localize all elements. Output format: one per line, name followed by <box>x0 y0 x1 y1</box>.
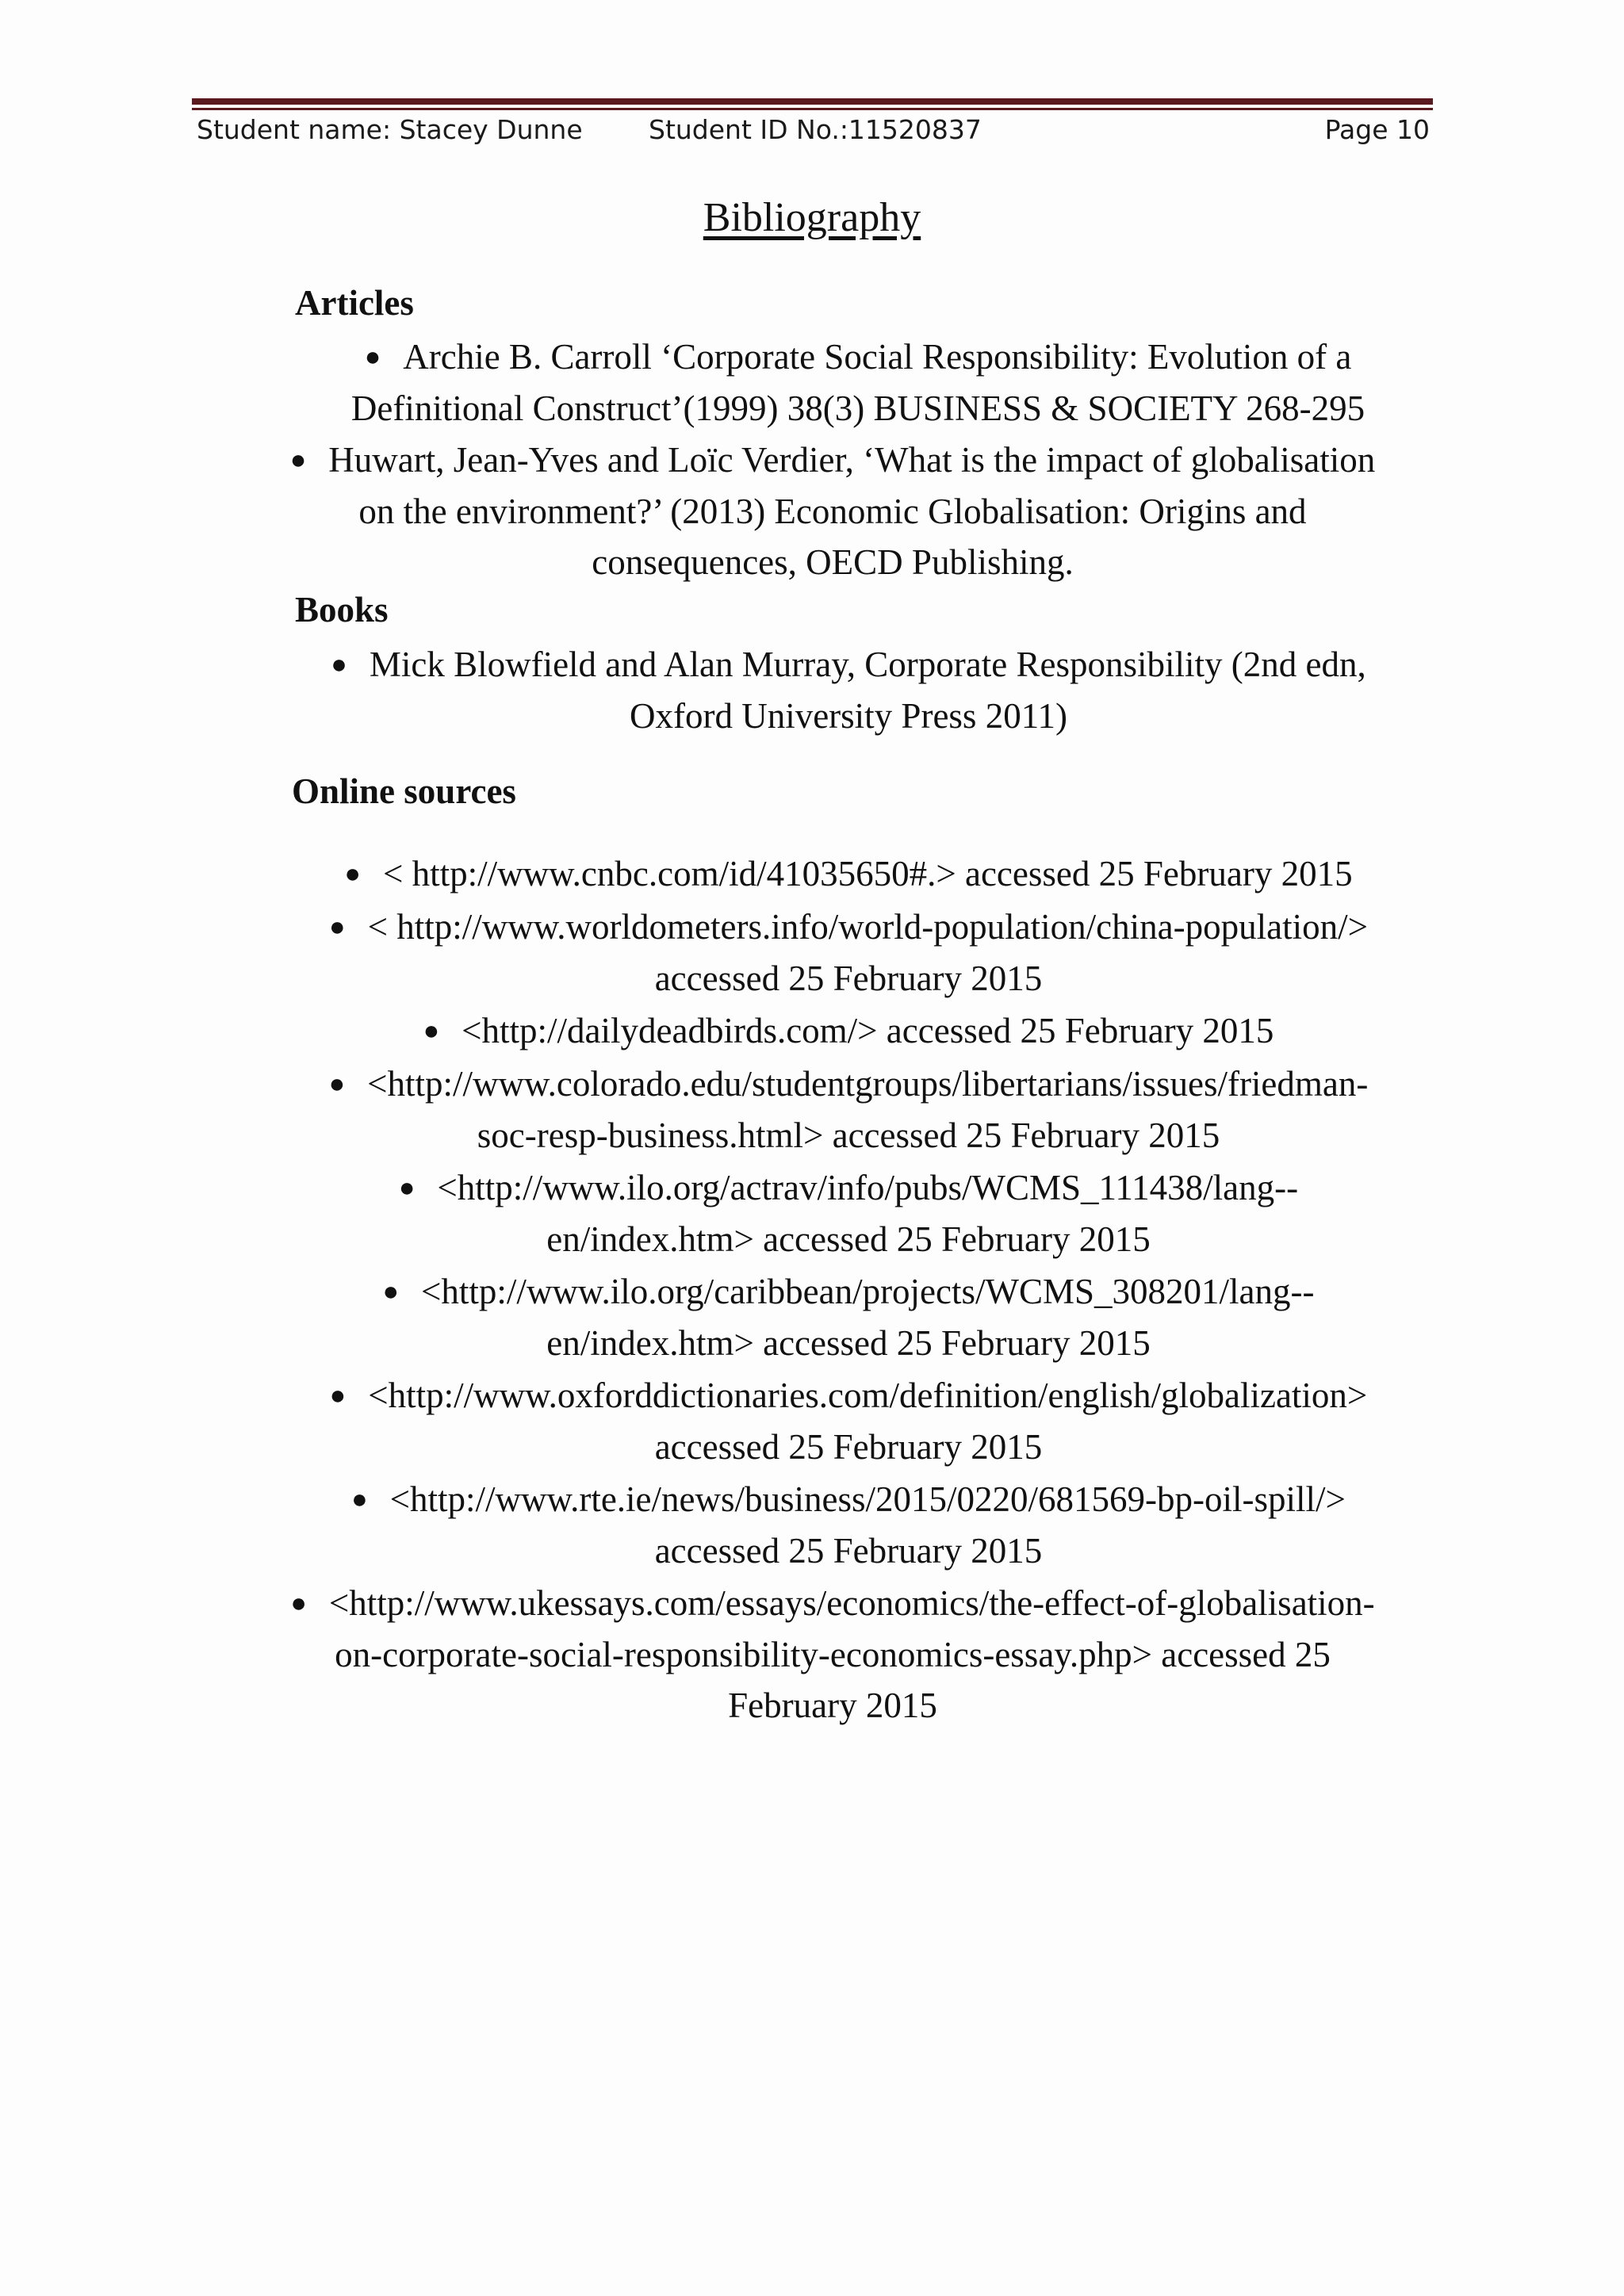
bibliography-entry: ● Archie B. Carroll ‘Corporate Social Responsibility: Evolution of a Definitional Construct’(1999) 38(3) BUSINESS & SOCIETY 268-295 <box>295 331 1421 434</box>
bibliography-entry: ● <http://www.rte.ie/news/business/2015/0220/681569-bp-oil-spill/> accessed 25 February 2015 <box>270 1474 1427 1576</box>
bullet-icon: ● <box>423 1016 440 1046</box>
bibliography-entry: ● Mick Blowfield and Alan Murray, Corporate Responsibility (2nd edn, Oxford University Press 2011) <box>270 639 1427 741</box>
bullet-icon: ● <box>351 1485 368 1514</box>
section-heading-online: Online sources <box>292 771 516 811</box>
bibliography-entry: ● <http://www.ilo.org/caribbean/projects/WCMS_308201/lang-- en/index.htm> accessed 25 February 2015 <box>270 1266 1427 1368</box>
header-rule-thin <box>192 108 1433 110</box>
bullet-icon: ● <box>344 859 361 889</box>
bullet-icon: ● <box>290 1589 307 1618</box>
bullet-icon: ● <box>329 1381 347 1410</box>
bullet-icon: ● <box>328 1070 346 1099</box>
bibliography-entry: ● < http://www.cnbc.com/id/41035650#.> accessed 25 February 2015 <box>270 848 1427 900</box>
bibliography-entry: ● <http://www.ukessays.com/essays/economics/the-effect-of-globalisation- on-corporate-social-responsibility-economics-essay.php> accessed 25 February 2015 <box>238 1578 1427 1731</box>
bibliography-entry: ● <http://dailydeadbirds.com/> accessed 25 February 2015 <box>270 1005 1427 1057</box>
bibliography-entry: ● < http://www.worldometers.info/world-population/china-population/> accessed 25 February 2015 <box>270 901 1427 1004</box>
student-id: Student ID No.:11520837 <box>649 114 982 145</box>
bibliography-entry: ● <http://www.ilo.org/actrav/info/pubs/WCMS_111438/lang-- en/index.htm> accessed 25 February 2015 <box>270 1162 1427 1265</box>
section-heading-books: Books <box>295 590 389 629</box>
bullet-icon: ● <box>398 1173 416 1203</box>
page-header <box>197 111 1430 149</box>
bullet-icon: ● <box>289 446 307 475</box>
bullet-icon: ● <box>331 650 347 679</box>
page-number: Page 10 <box>1324 114 1430 145</box>
bullet-icon: ● <box>364 342 381 372</box>
bullet-icon: ● <box>382 1277 400 1307</box>
bullet-icon: ● <box>329 913 346 942</box>
section-heading-articles: Articles <box>295 283 414 323</box>
header-rule <box>192 98 1433 105</box>
bibliography-entry: ● Huwart, Jean-Yves and Loïc Verdier, ‘What is the impact of globalisation on the environment?’ (2013) Economic Globalisation: Origins and consequences, OECD Publishing. <box>238 434 1427 587</box>
bibliography-entry: ● <http://www.oxforddictionaries.com/definition/english/globalization> accessed 25 February 2015 <box>270 1370 1427 1472</box>
student-name: Student name: Stacey Dunne <box>197 114 583 145</box>
bibliography-entry: ● <http://www.colorado.edu/studentgroups/libertarians/issues/friedman- soc-resp-business.html> accessed 25 February 2015 <box>270 1058 1427 1161</box>
page-title: Bibliography <box>703 195 921 240</box>
